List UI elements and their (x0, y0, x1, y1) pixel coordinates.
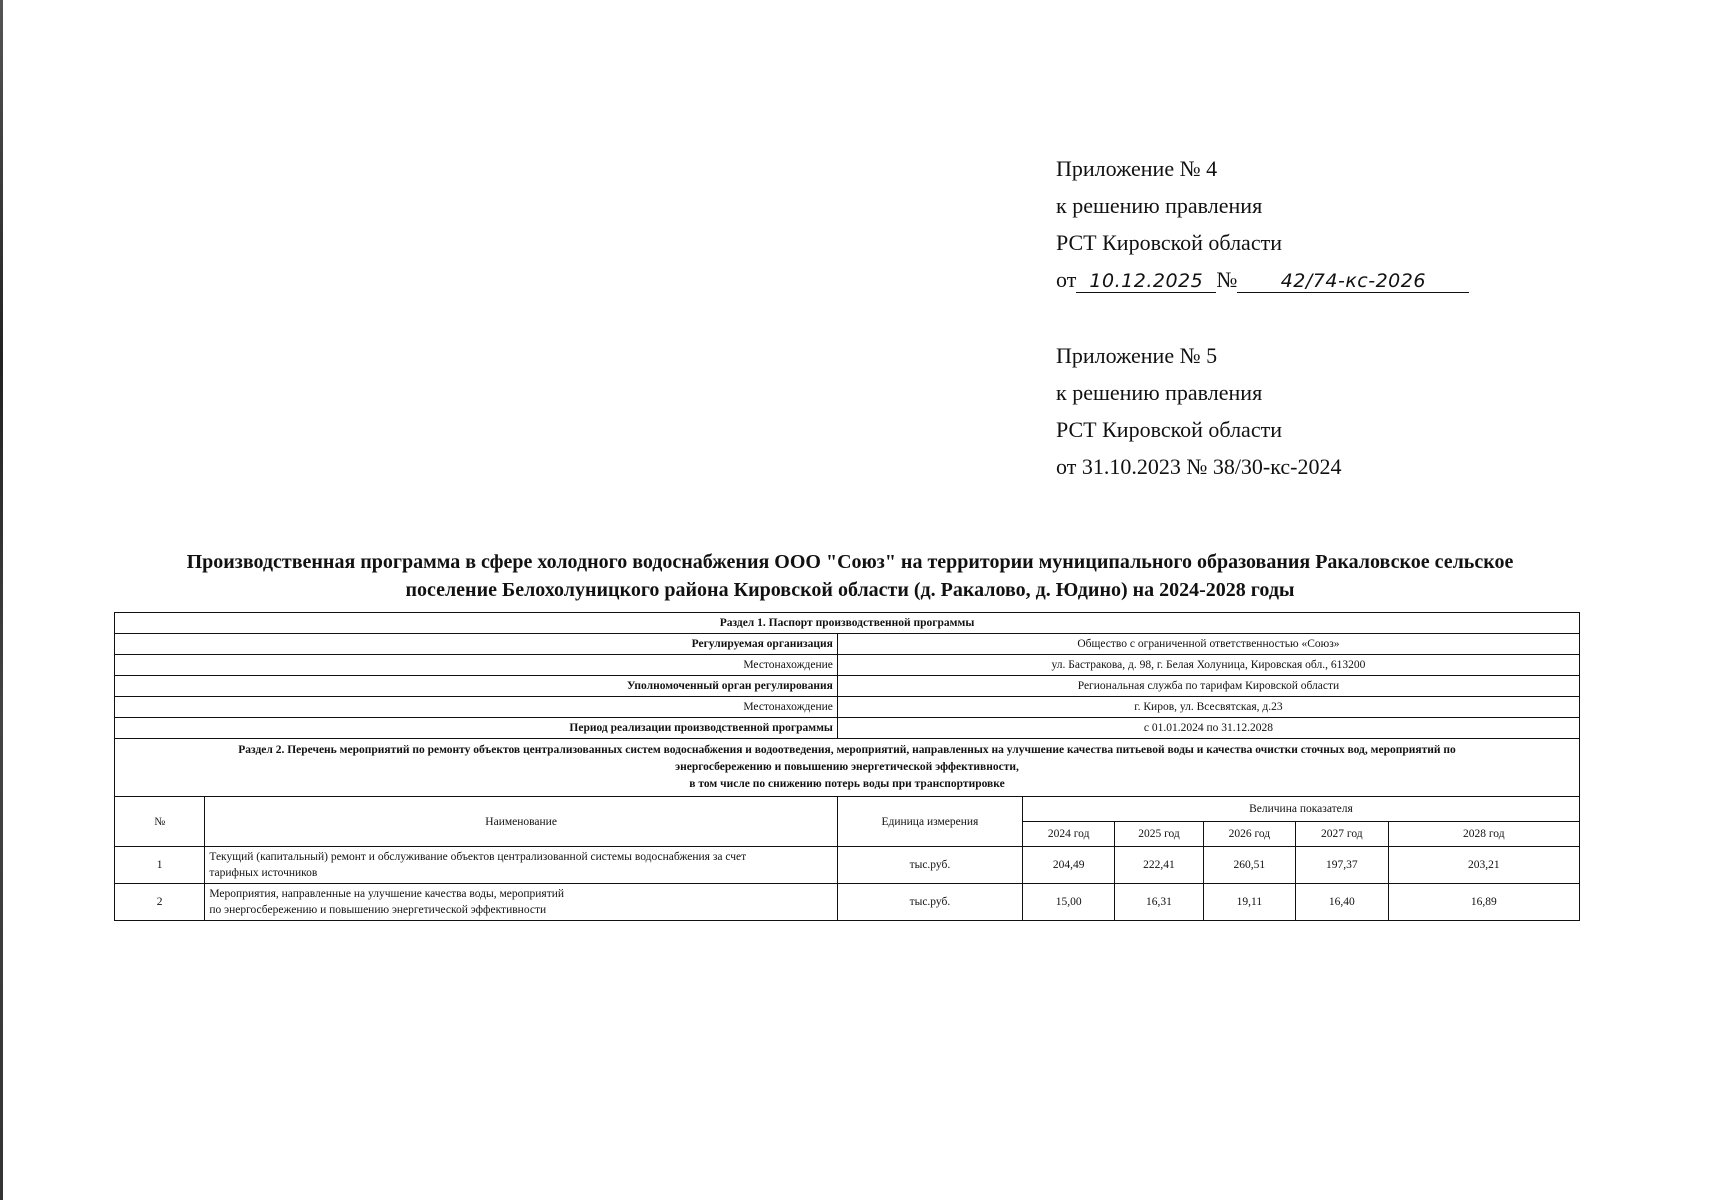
section-1-heading: Раздел 1. Паспорт производственной программы (115, 613, 1580, 634)
appendix-5-date-line: от 31.10.2023 № 38/30-кс-2024 (1056, 454, 1342, 479)
passport-label-period: Период реализации производственной программы (115, 718, 838, 739)
row-name (205, 847, 838, 884)
appendix-4-date-handwritten: 10.12.2025 (1076, 270, 1216, 293)
column-header-name: Наименование (205, 797, 838, 847)
row-value-2026: 19,11 (1203, 884, 1295, 921)
section-2-heading (115, 739, 1580, 797)
row-name-line1: Текущий (капитальный) ремонт и обслуживание объектов централизованной системы водоснабжения за счет (209, 851, 747, 863)
row-unit: тыс.руб. (837, 884, 1022, 921)
row-value-2026: 260,51 (1203, 847, 1295, 884)
passport-label-location: Местонахождение (115, 655, 838, 676)
appendix-4-number-handwritten: 42/74-кс-2026 (1237, 270, 1469, 293)
passport-label-regulator-location: Местонахождение (115, 697, 838, 718)
row-value-2025: 222,41 (1115, 847, 1203, 884)
row-value-2028: 203,21 (1388, 847, 1579, 884)
appendix-5-title: Приложение № 5 (1056, 343, 1218, 368)
passport-label-organization: Регулируемая организация (115, 634, 838, 655)
column-header-year-2027: 2027 год (1296, 822, 1388, 847)
appendix-4-authority: РСТ Кировской области (1056, 230, 1282, 255)
passport-value-location: ул. Бастракова, д. 98, г. Белая Холуница, Кировская обл., 613200 (837, 655, 1579, 676)
row-value-2027: 197,37 (1296, 847, 1388, 884)
appendix-5-decision: к решению правления (1056, 380, 1263, 405)
passport-value-regulator-location: г. Киров, ул. Всесвятская, д.23 (837, 697, 1579, 718)
row-name-line1: Мероприятия, направленные на улучшение качества воды, мероприятий (209, 888, 565, 900)
passport-label-regulator: Уполномоченный орган регулирования (115, 676, 838, 697)
document-title: Производственная программа в сфере холодного водоснабжения ООО "Союз" на территории муниципального образования Ракаловское сельское поселение Белохолуницкого района Кировской области (д. Ракалово, д. Юдино) на 2024-2028 годы (186, 551, 1514, 601)
row-number: 2 (115, 884, 205, 921)
passport-value-organization: Общество с ограниченной ответственностью «Союз» (837, 634, 1579, 655)
table-row (115, 847, 1580, 884)
appendix-4-title: Приложение № 4 (1056, 156, 1218, 181)
row-value-2024: 15,00 (1022, 884, 1114, 921)
section-2-heading-line1: Раздел 2. Перечень мероприятий по ремонту объектов централизованных систем водоснабжения и водоотведения, мероприятий, направленных на улучшение качества питьевой воды и качества очистки сточных вод, мероприятий по (238, 744, 1456, 756)
passport-value-regulator: Региональная служба по тарифам Кировской области (837, 676, 1579, 697)
row-value-2027: 16,40 (1296, 884, 1388, 921)
row-value-2024: 204,49 (1022, 847, 1114, 884)
section-2-heading-line3: в том числе по снижению потерь воды при транспортировке (689, 778, 1005, 790)
column-header-year-2024: 2024 год (1022, 822, 1114, 847)
column-header-year-2025: 2025 год (1115, 822, 1203, 847)
appendix-4-block (1056, 150, 1469, 298)
column-header-unit: Единица измерения (837, 797, 1022, 847)
row-value-2025: 16,31 (1115, 884, 1203, 921)
row-name-line2: тарифных источников (209, 867, 318, 879)
program-table (114, 612, 1580, 921)
column-header-value-group: Величина показателя (1022, 797, 1579, 822)
row-value-2028: 16,89 (1388, 884, 1579, 921)
column-header-year-2028: 2028 год (1388, 822, 1579, 847)
appendix-5-authority: РСТ Кировской области (1056, 417, 1282, 442)
section-2-heading-line2: энергосбережению и повышению энергетической эффективности, (675, 761, 1019, 773)
appendix-5-block (1056, 337, 1341, 485)
appendix-4-date-line (1056, 261, 1469, 298)
appendix-4-decision: к решению правления (1056, 193, 1263, 218)
appendix-4-from: от (1056, 267, 1077, 292)
row-unit: тыс.руб. (837, 847, 1022, 884)
scan-left-edge (0, 0, 3, 1200)
column-header-num: № (115, 797, 205, 847)
row-name-line2: по энергосбережению и повышению энергетической эффективности (209, 904, 547, 916)
passport-value-period: с 01.01.2024 по 31.12.2028 (837, 718, 1579, 739)
row-number: 1 (115, 847, 205, 884)
appendix-4-num-sign: № (1216, 267, 1238, 292)
row-name (205, 884, 838, 921)
table-row (115, 884, 1580, 921)
column-header-year-2026: 2026 год (1203, 822, 1295, 847)
